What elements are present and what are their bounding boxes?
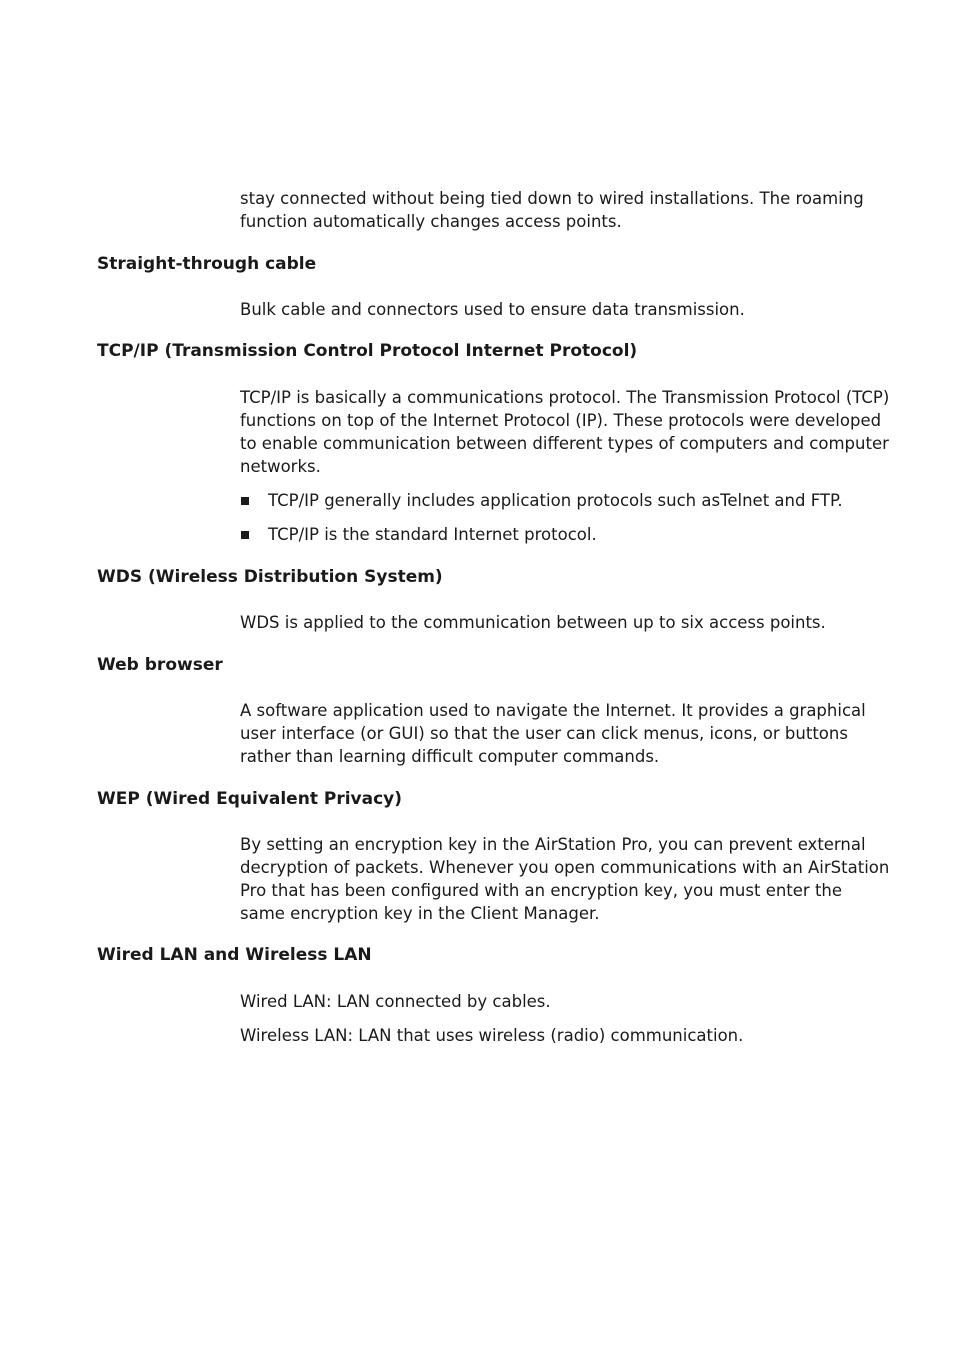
- definition-tcp-ip: TCP/IP is basically a communications protocol. The Transmission Protocol (TCP) functions on top of the Internet Protocol (IP). These protocols were developed to enable communication between different types of computers and computer networks.: [240, 388, 890, 476]
- intro-paragraph: stay connected without being tied down to wired installations. The roaming function automatically changes access points.: [240, 189, 864, 231]
- square-bullet-icon: [241, 497, 249, 505]
- term-wired-lan: Wired LAN and Wireless LAN: [97, 945, 372, 965]
- definition-wireless-lan: Wireless LAN: LAN that uses wireless (radio) communication.: [240, 1026, 744, 1045]
- square-bullet-icon: [241, 531, 249, 539]
- term-wds: WDS (Wireless Distribution System): [97, 567, 443, 587]
- term-wep: WEP (Wired Equivalent Privacy): [97, 789, 403, 809]
- definition-straight-through-cable: Bulk cable and connectors used to ensure data transmission.: [240, 300, 745, 319]
- term-web-browser: Web browser: [97, 655, 223, 675]
- term-tcp-ip: TCP/IP (Transmission Control Protocol Internet Protocol): [97, 341, 638, 361]
- definition-web-browser: A software application used to navigate the Internet. It provides a graphical user interface (or GUI) so that the user can click menus, icons, or buttons rather than learning difficult computer commands.: [240, 701, 866, 766]
- definition-wds: WDS is applied to the communication between up to six access points.: [240, 613, 826, 632]
- list-item-text: TCP/IP is the standard Internet protocol.: [268, 525, 597, 544]
- definition-wep: By setting an encryption key in the AirStation Pro, you can prevent external decryption of packets. Whenever you open communications with an AirStation Pro that has been configured with an encryption key, you must enter the same encryption key in the Client Manager.: [240, 835, 890, 923]
- list-item-text: TCP/IP generally includes application protocols such asTelnet and FTP.: [268, 491, 843, 510]
- term-straight-through-cable: Straight-through cable: [97, 254, 317, 274]
- definition-wired-lan: Wired LAN: LAN connected by cables.: [240, 992, 551, 1011]
